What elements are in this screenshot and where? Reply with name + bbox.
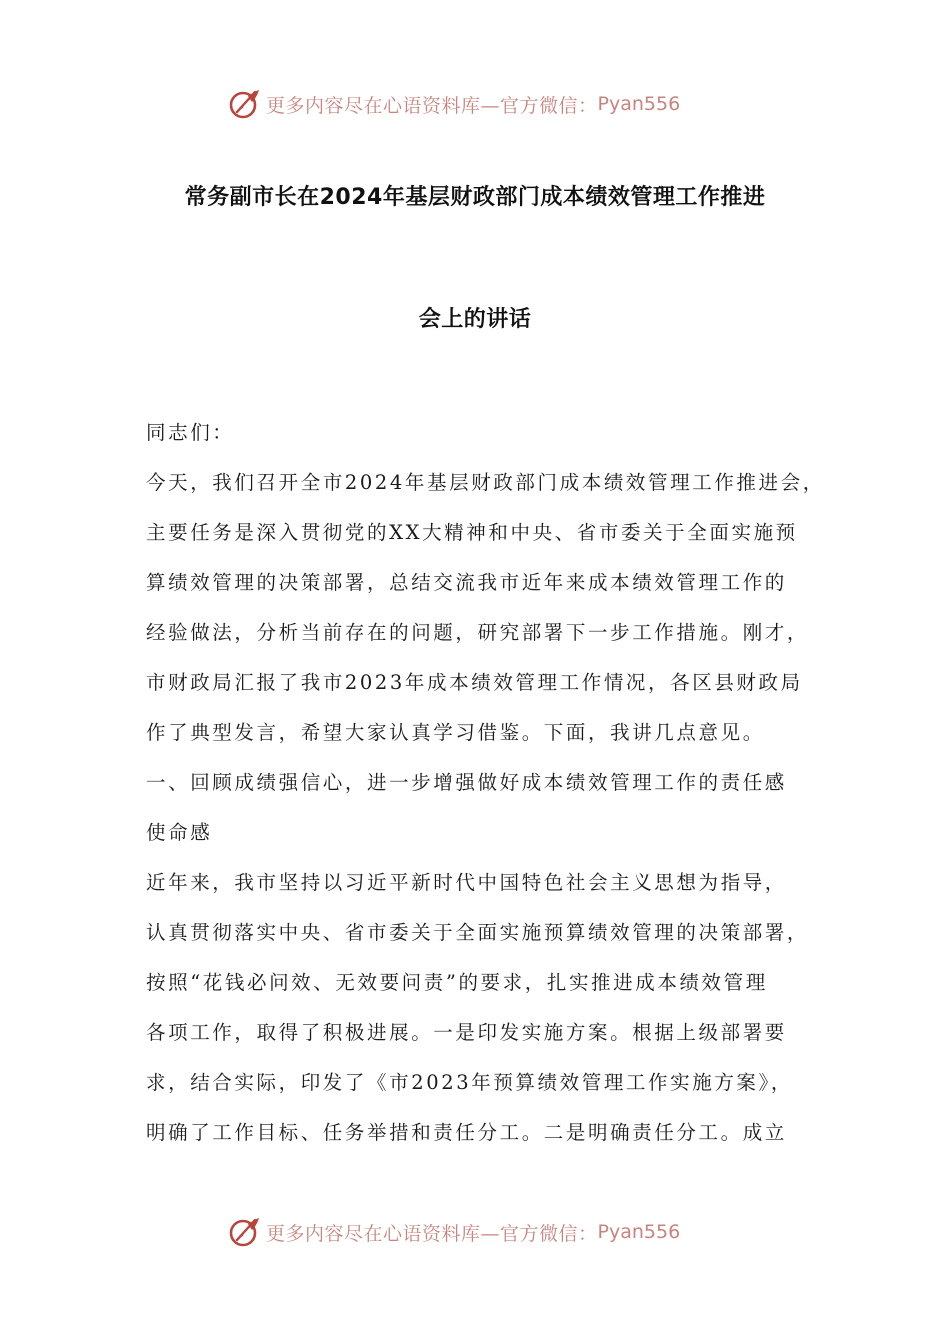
watermark-account: Pyan556 — [597, 93, 681, 115]
body-line: 近年来，我市坚持以习近平新时代中国特色社会主义思想为指导， — [146, 871, 787, 894]
salutation: 同志们： — [146, 421, 235, 444]
section-heading: 一、回顾成绩强信心，进一步增强做好成本绩效管理工作的责任感 — [146, 771, 787, 794]
body-line: 各项工作，取得了积极进展。一是印发实施方案。根据上级部署要 — [146, 1021, 787, 1044]
document-title-line-1: 常务副市长在2024年基层财政部门成本绩效管理工作推进 — [184, 185, 766, 210]
header-watermark — [228, 84, 680, 124]
document-title-line-2: 会上的讲话 — [418, 307, 532, 332]
body-line: 按照“花钱必问效、无效要问责”的要求，扎实推进成本绩效管理 — [146, 971, 768, 994]
watermark-text: 更多内容尽在心语资料库—官方微信： — [266, 1222, 598, 1245]
body-line: 经验做法，分析当前存在的问题，研究部署下一步工作措施。刚才， — [146, 621, 810, 644]
section-heading-cont: 使命感 — [146, 821, 213, 844]
footer-watermark — [228, 1212, 680, 1252]
body-line: 求，结合实际，印发了《市2023年预算绩效管理工作实施方案》， — [146, 1071, 793, 1094]
body-line: 市财政局汇报了我市2023年成本绩效管理工作情况，各区县财政局 — [146, 671, 803, 694]
body-line: 认真贯彻落实中央、省市委关于全面实施预算绩效管理的决策部署， — [146, 921, 810, 944]
body-line: 作了典型发言，希望大家认真学习借鉴。下面，我讲几点意见。 — [146, 721, 765, 744]
body-line: 今天，我们召开全市2024年基层财政部门成本绩效管理工作推进会， — [146, 471, 825, 494]
quill-logo-icon — [228, 87, 262, 121]
watermark-account: Pyan556 — [597, 1221, 681, 1243]
body-line: 明确了工作目标、任务举措和责任分工。二是明确责任分工。成立 — [146, 1121, 787, 1144]
quill-logo-icon — [228, 1215, 262, 1249]
body-line: 主要任务是深入贯彻党的XX大精神和中央、省市委关于全面实施预 — [146, 521, 798, 544]
watermark-text: 更多内容尽在心语资料库—官方微信： — [266, 94, 598, 117]
body-line: 算绩效管理的决策部署，总结交流我市近年来成本绩效管理工作的 — [146, 571, 787, 594]
